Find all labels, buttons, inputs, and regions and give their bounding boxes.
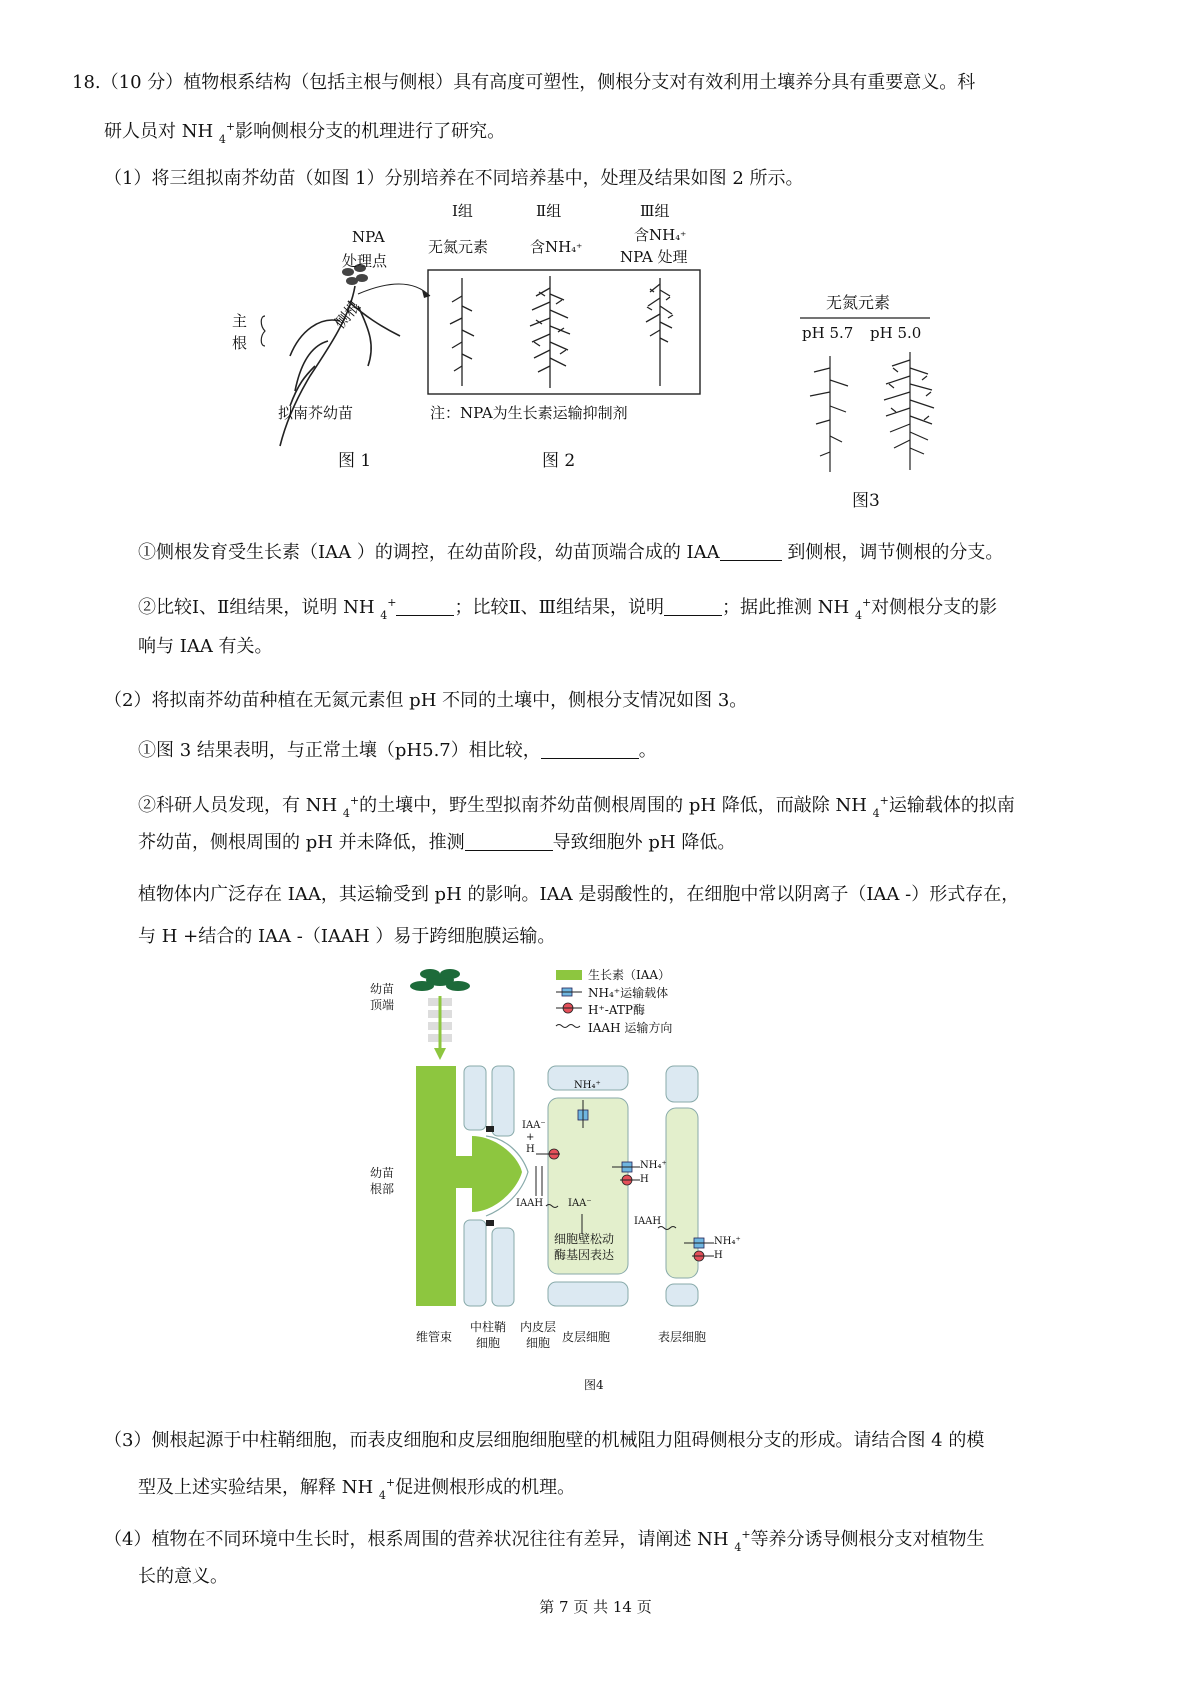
fig4-top-label: 幼苗 — [370, 982, 395, 996]
fig2-cond-3: 含NH₄⁺ — [634, 226, 687, 244]
fig4-pericycle-label: 中柱鞘 — [470, 1320, 507, 1334]
part1-q1: ①侧根发育受生长素（IAA ）的调控，在幼苗阶段，幼苗顶端合成的 IAA 到侧根，调节侧根的分支。 — [138, 542, 1004, 563]
fig4-iaah-1: IAAH — [516, 1198, 544, 1209]
fig4-iaah-2: IAAH — [634, 1216, 662, 1227]
fig4-root-label: 幼苗 — [370, 1166, 395, 1180]
fig2-group-1: Ⅰ组 — [452, 202, 473, 220]
part2-q2: ②科研人员发现，有 NH $_4$+的土壤中，野生型拟南芥幼苗侧根周围的 pH 降低，而敲除 NH $_4$+运输载体的拟南 — [138, 794, 1015, 820]
fig2-cond-2: 含NH₄⁺ — [530, 238, 583, 256]
fig2-note: 注：NPA为生长素运输抑制剂 — [430, 404, 628, 422]
part3: （3）侧根起源于中柱鞘细胞，而表皮细胞和皮层细胞细胞壁的机械阻力阻碍侧根分支的形成。请结合图 4 的模 — [104, 1430, 985, 1451]
fig2-cond-3b: NPA 处理 — [620, 248, 688, 266]
fig4-cortex-label: 皮层细胞 — [562, 1330, 611, 1344]
part1-intro: （1）将三组拟南芥幼苗（如图 1）分别培养在不同培养基中，处理及结果如图 2 所示。 — [104, 168, 804, 189]
fig4-nh4-epi: NH₄⁺ — [714, 1236, 741, 1247]
fig1-npa-label: NPA — [352, 228, 385, 246]
fig1-lateral-label: 侧根 — [330, 297, 364, 333]
fig1-main-root-a: 主 — [232, 312, 248, 330]
fig4-legend-iaah: IAAH 运输方向 — [588, 1021, 673, 1035]
question-head-2: 研人员对 NH $_4$+影响侧根分支的机理进行了研究。 — [104, 120, 506, 146]
fig4-endo-label-2: 细胞 — [526, 1336, 551, 1350]
figure-3 — [790, 290, 950, 510]
part3-cont: 型及上述实验结果，解释 NH $_4$+促进侧根形成的机理。 — [138, 1476, 576, 1502]
part2-intro: （2）将拟南芥幼苗种植在无氮元素但 pH 不同的土壤中，侧根分支情况如图 3。 — [104, 690, 748, 711]
fig3-caption: 图3 — [852, 491, 880, 511]
fig1-caption: 图 1 — [338, 451, 372, 471]
fig4-h-cortex: H — [640, 1174, 649, 1185]
fig4-endo-label: 内皮层 — [520, 1320, 557, 1334]
fig4-h: H — [526, 1144, 535, 1155]
fig4-vascular-label: 维管束 — [416, 1330, 453, 1344]
fig4-h-epi: H — [714, 1250, 723, 1261]
part2-info-1: 植物体内广泛存在 IAA，其运输受到 pH 的影响。IAA 是弱酸性的，在细胞中常以阴离子（IAA -）形式存在， — [138, 884, 1020, 905]
part2-q1: ①图 3 结果表明，与正常土壤（pH5.7）相比较， 。 — [138, 740, 657, 761]
fig2-group-3: Ⅲ组 — [640, 202, 670, 220]
part4: （4）植物在不同环境中生长时，根系周围的营养状况往往有差异，请阐述 NH $_4$+等养分诱导侧根分支对植物生 — [104, 1528, 985, 1554]
part1-q2: ②比较Ⅰ、Ⅱ组结果，说明 NH $_4$+ ；比较Ⅱ、Ⅲ组结果，说明 ；据此推测 NH $_4$+对侧根分支的影 — [138, 596, 998, 622]
fig4-nh4-cortex: NH₄⁺ — [640, 1160, 667, 1171]
fig1-npa-label-2: 处理点 — [342, 252, 388, 270]
page-footer: 第 7 页 共 14 页 — [539, 1598, 652, 1616]
fig4-top-label-2: 顶端 — [370, 998, 395, 1012]
fig4-cw-1: 细胞壁松动 — [554, 1232, 615, 1246]
fig4-iaa-2: IAA⁻ — [568, 1198, 592, 1209]
fig1-seedling-label: 拟南芥幼苗 — [278, 404, 354, 422]
fig4-epi-label: 表层细胞 — [658, 1330, 707, 1344]
fig4-plus: + — [526, 1132, 535, 1143]
fig4-iaa-minus: IAA⁻ — [522, 1120, 546, 1131]
figure-1-2 — [232, 202, 760, 506]
fig2-cond-1: 无氮元素 — [428, 238, 489, 256]
fig4-legend-iaa: 生长素（IAA） — [588, 968, 671, 982]
part2-info-2: 与 H +结合的 IAA -（IAAH ）易于跨细胞膜运输。 — [138, 926, 556, 947]
fig4-legend-nh4: NH₄⁺运输载体 — [588, 986, 669, 1000]
question-head: 18.（10 分）植物根系结构（包括主根与侧根）具有高度可塑性，侧根分支对有效利用土壤养分具有重要意义。科 — [72, 72, 976, 93]
part4-cont: 长的意义。 — [138, 1566, 228, 1587]
fig2-caption: 图 2 — [542, 451, 576, 471]
figure-4 — [370, 966, 796, 1406]
fig3-ph-5-7: pH 5.7 — [802, 324, 854, 342]
fig4-cw-2: 酶基因表达 — [554, 1248, 615, 1262]
fig4-nh4-top: NH₄⁺ — [574, 1080, 601, 1091]
fig1-main-root-b: 根 — [232, 334, 248, 352]
fig4-root-label-2: 根部 — [370, 1182, 395, 1196]
part1-q2-cont: 响与 IAA 有关。 — [138, 636, 273, 657]
fig4-caption: 图4 — [584, 1378, 604, 1392]
fig2-group-2: Ⅱ组 — [536, 202, 562, 220]
fig3-ph-5-0: pH 5.0 — [870, 324, 922, 342]
fig4-pericycle-label-2: 细胞 — [476, 1336, 501, 1350]
fig4-legend-atp: H⁺-ATP酶 — [588, 1003, 645, 1017]
part2-q2-cont: 芥幼苗，侧根周围的 pH 并未降低，推测 导致细胞外 pH 降低。 — [138, 832, 736, 853]
fig3-roots — [790, 290, 950, 510]
fig3-title: 无氮元素 — [826, 293, 891, 312]
